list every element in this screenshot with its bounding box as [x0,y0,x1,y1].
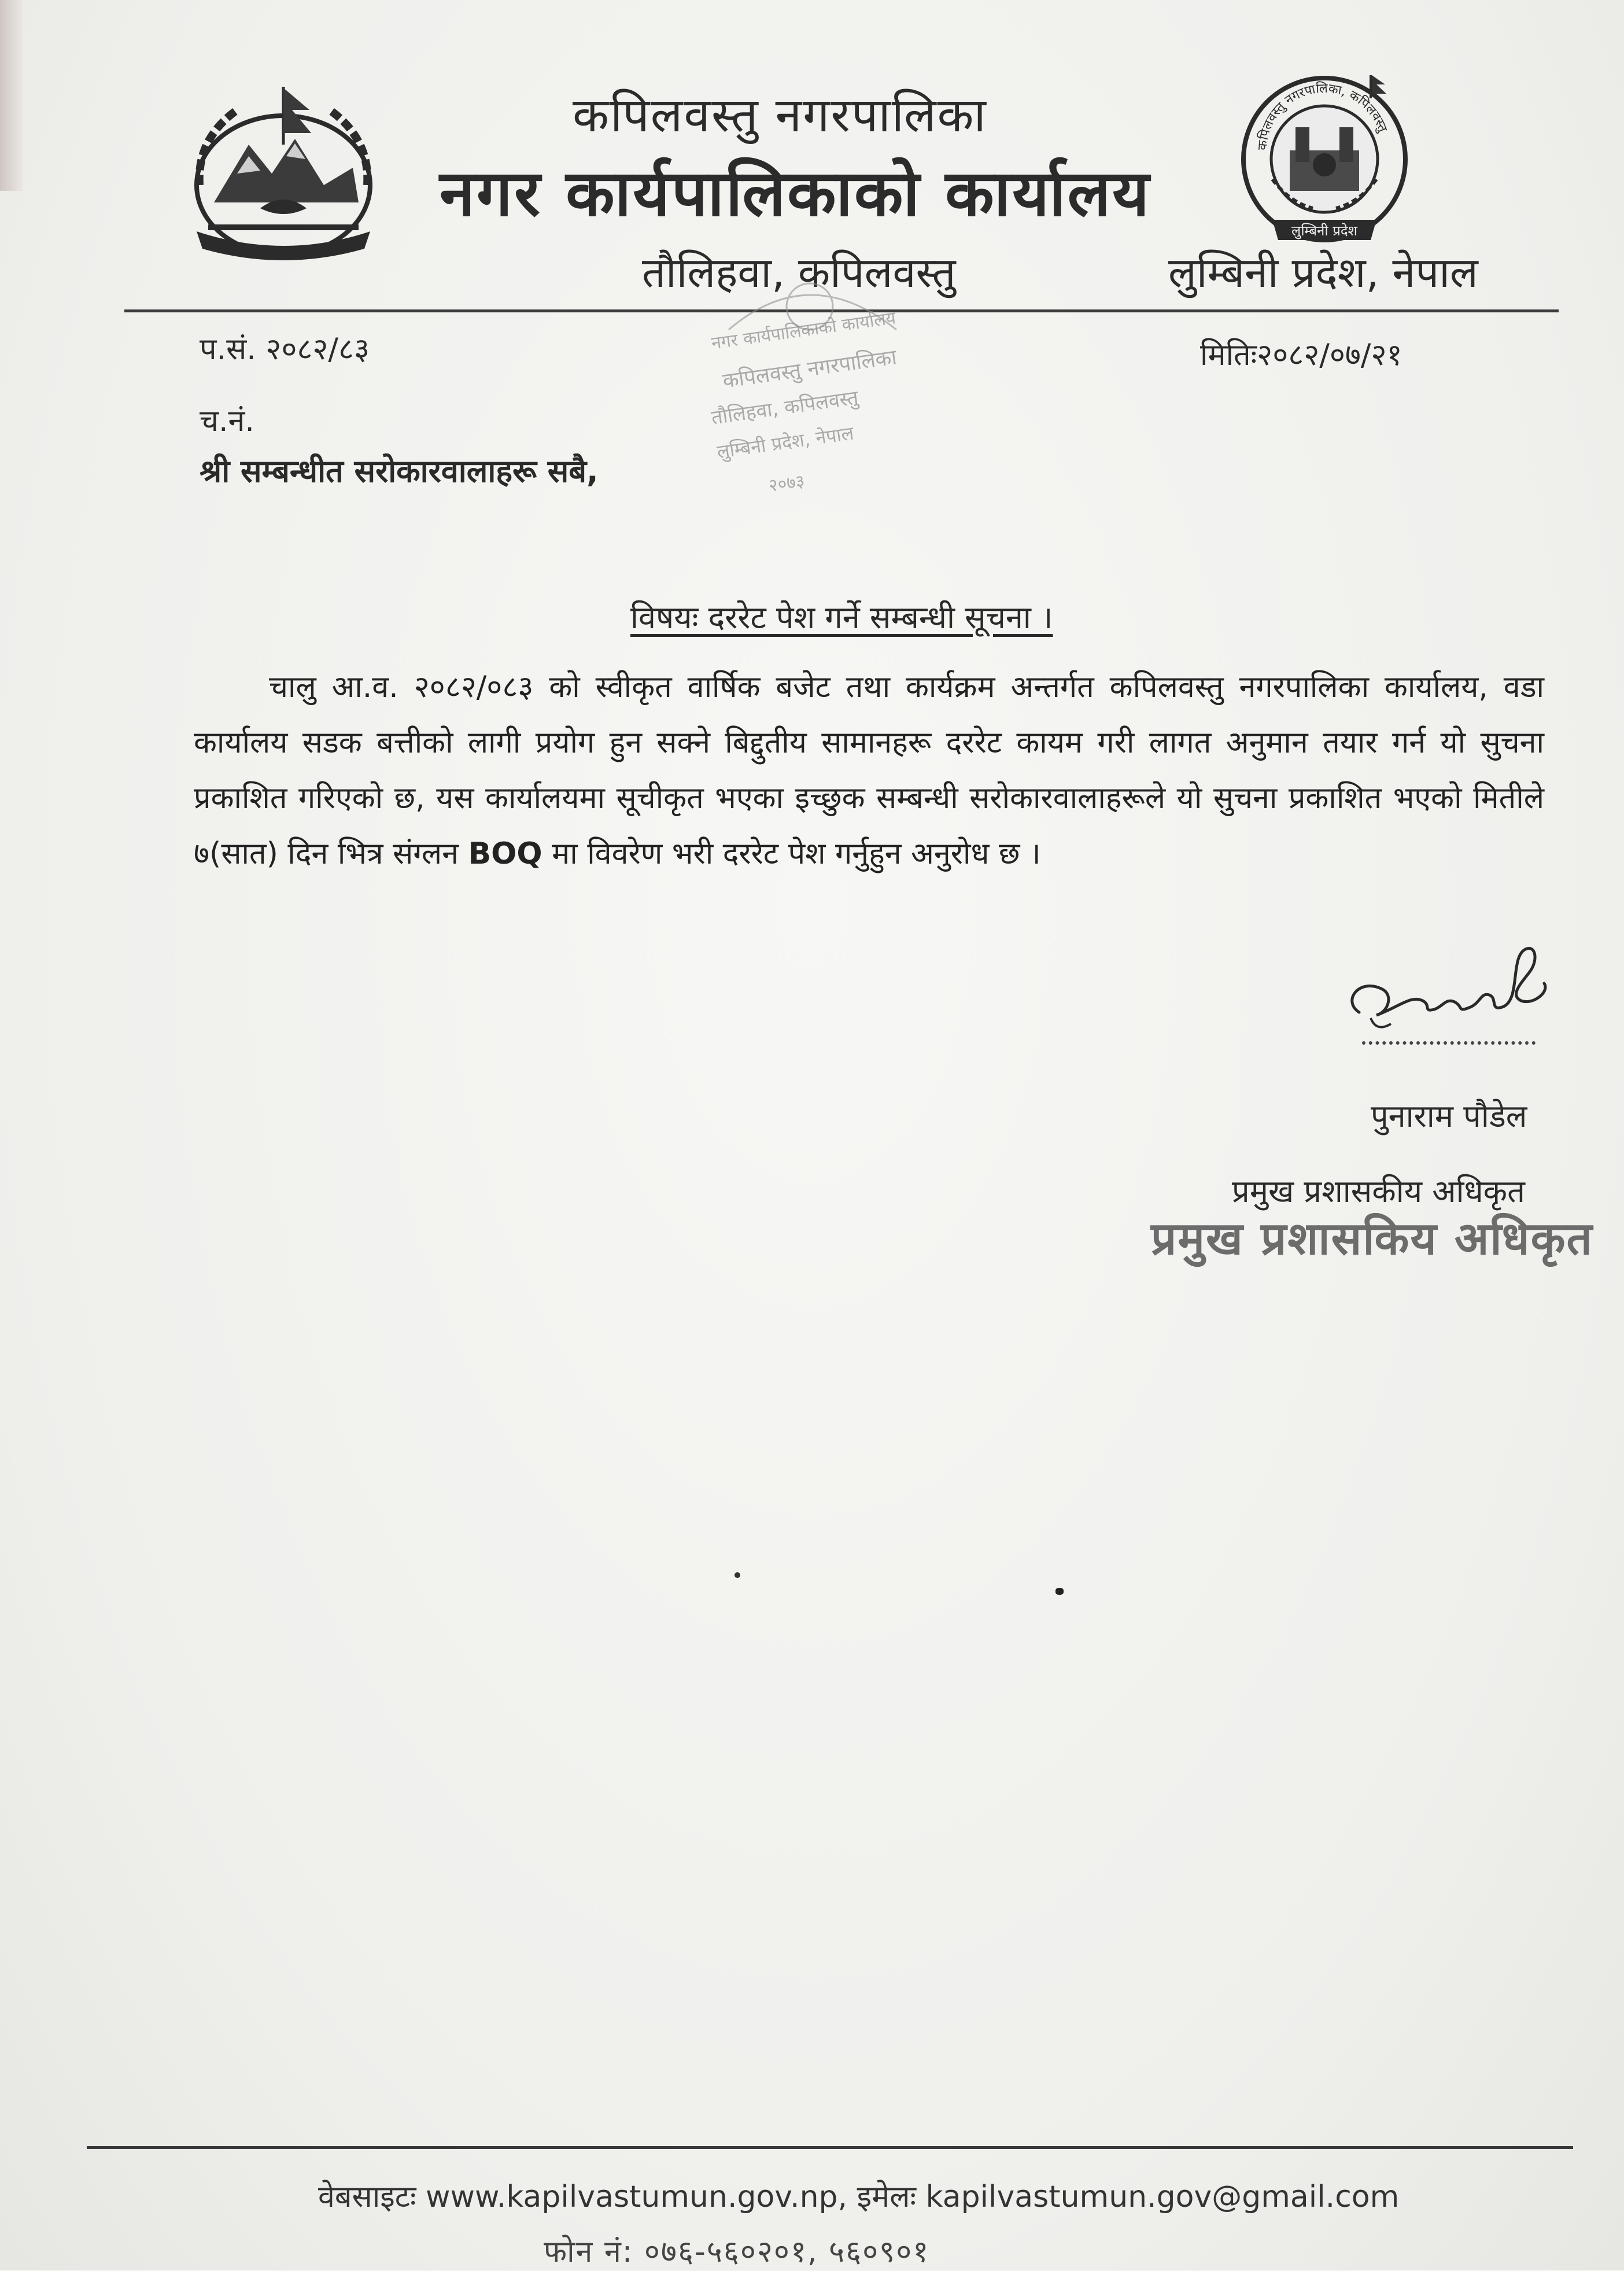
municipality-name: कपिलवस्तु नगरपालिका [573,88,987,143]
dispatch-number: च.नं. [200,404,254,438]
signer-title: प्रमुख प्रशासकीय अधिकृत [1232,1173,1525,1210]
letter-date: मितिः२०८२/०७/२१ [1200,338,1402,373]
boq-term: BOQ [468,836,542,871]
stamp-line-3: तौलिहवा, कपिलवस्तु [710,386,860,430]
stamp-line-2: कपिलवस्तु नगरपालिका [721,345,899,393]
nepal-emblem-icon [174,75,393,272]
signer-name: पुनाराम पौडेल [1371,1098,1527,1134]
office-stamp-icon [654,266,966,521]
seal-ring-text: कपिलवस्तु नगरपालिका, कपिलवस्तु [1255,81,1390,151]
body-text-part-1: चालु आ.व. २०८२/०८३ को स्वीकृत वार्षिक बजेट तथा कार्यक्रम अन्तर्गत कपिलवस्तु नगरपालिका कार्यालय, वडा कार्यालय सडक बत्तीको लागी प्रयोग हुन सक्ने बिद्दुतीय सामानहरू दररेट कायम गरी लागत अनुमान तयार गर्न यो सुचना प्रकाशित गरिएको छ, यस कार्यालयमा सूचीकृत भएका इच्छुक सम्बन्धी सरोकारवालाहरूले यो सुचना प्रकाशित भएको मितीले ७(सात) दिन भित्र संग्लन [194,670,1544,871]
signature-line [1362,1041,1536,1045]
office-name: नगर कार्यपालिकाको कार्यालय [440,156,1151,230]
seal-banner-text: लुम्बिनी प्रदेश [1291,223,1357,239]
paper-speck [1055,1588,1064,1595]
province-name: लुम्बिनी प्रदेश, नेपाल [1168,248,1478,297]
municipality-seal-icon [1226,64,1423,255]
stamp-line-5: २०७३ [767,471,806,496]
stamp-line-4: लुम्बिनी प्रदेश, नेपाल [715,422,855,463]
signer-title-stamp: प्रमुख प्रशासकिय अधिकृत [1151,1213,1593,1265]
subject-line: विषयः दररेट पेश गर्ने सम्बन्धी सूचना । [630,599,1053,636]
footer-contact-web-email: वेबसाइटः www.kapilvastumun.gov.np, इमेलः kapilvastumun.gov@gmail.com [318,2180,1400,2214]
body-text-part-2: मा विवरेण भरी दररेट पेश गर्नुहुन अनुरोध छ । [542,836,1041,871]
stamp-line-1: नगर कार्यपालिकाको कार्यालय [710,308,897,354]
signature-icon [1336,937,1562,1053]
office-location: तौलिहवा, कपिलवस्तु [642,248,956,297]
footer-phone: फोन नं: ०७६-५६०२०१, ५६०९०१ [544,2235,930,2269]
paper-speck [735,1572,740,1578]
notice-body [194,659,1544,882]
paper-edge [0,0,23,191]
reference-number: प.सं. २०८२/८३ [200,332,370,367]
addressee: श्री सम्बन्धीत सरोकारवालाहरू सबै, [200,453,599,489]
footer-divider [87,2146,1573,2149]
